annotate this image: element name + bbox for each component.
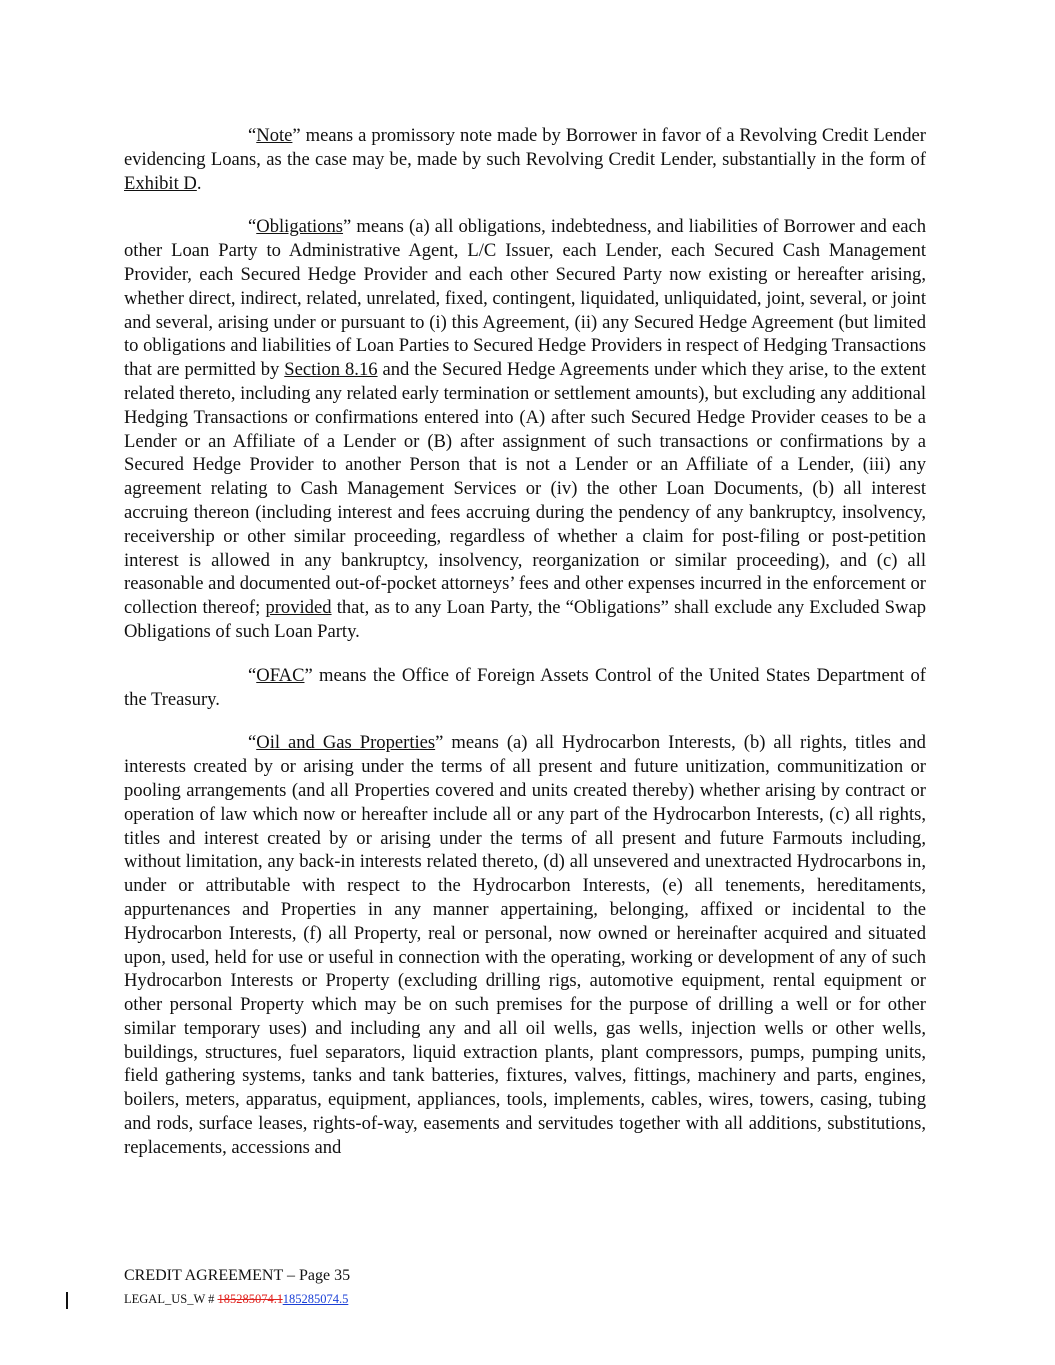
document-id [124,1290,824,1308]
document-id-prefix: LEGAL_US_W # [124,1292,218,1306]
cross-reference: Exhibit D [124,172,197,194]
definition-oil-and-gas-properties: “Oil and Gas Properties” means (a) all Hydrocarbon Interests, (b) all rights, titles and interests created by or arising under the terms of all present and future unitization, communitization or pooling arrangements (and all Properties covered and units created thereby) whether arising by contract or operation of law which now or hereafter include all or any part of the Hydrocarbon Interests, (c) all rights, titles and interest created by or arising under the terms of all present and future Farmouts including, without limitation, any back-in interests related thereto, (d) all unsevered and unextracted Hydrocarbons in, under or attributable with respect to the Hydrocarbon Interests, (e) all tenements, hereditaments, appurtenances and Properties in any manner appertaining, belonging, affixed or incidental to the Hydrocarbon Interests, (f) all Property, real or personal, now owned or hereinafter acquired and situated upon, used, held for use or useful in connection with the operating, working or development of any of such Hydrocarbon Interests or Property (excluding drilling rigs, automotive equipment, rental equipment or other personal Property which may be on such premises for the purpose of drilling a well or for other similar temporary uses) and including any and all oil wells, gas wells, injection wells or other wells, buildings, structures, fuel separators, liquid extraction plants, plant compressors, pumps, pumping units, field gathering systems, tanks and tank batteries, fixtures, valves, fittings, machinery and parts, engines, boilers, meters, apparatus, equipment, appliances, tools, implements, cables, wires, towers, casing, tubing and rods, surface leases, rights-of-way, easements and servitudes together with all additions, substitutions, replacements, accessions and [124,732,926,1158]
defined-term: Obligations [256,216,344,238]
definition-ofac: “OFAC” means the Office of Foreign Assets Control of the United States Department of the Treasury. [124,664,926,710]
defined-term: Oil and Gas Properties [256,732,436,754]
defined-term: Note [256,125,293,146]
footer-title: CREDIT AGREEMENT – Page 35 [124,1267,351,1284]
definition-note: “Note” means a promissory note made by Borrower in favor of a Revolving Credit Lender evidencing Loans, as the case may be, made by such Revolving Credit Lender, substantially in the form of Exhibit D. [124,125,926,194]
document-id-inserted: 185285074.5 [282,1292,349,1306]
definition-obligations: “Obligations” means (a) all obligations, indebtedness, and liabilities of Borrower and each other Loan Party to Administrative Agent, L/C Issuer, each Lender, each Secured Cash Management Provider, each Secured Hedge Provider and each other Secured Party now existing or hereafter arising, whether direct, indirect, related, unrelated, fixed, contingent, liquidated, unliquidated, joint, several, or joint and several, arising under or pursuant to (i) this Agreement, (ii) any Secured Hedge Agreement (but limited to obligations and liabilities of Loan Parties to Secured Hedge Providers in respect of Hedging Transactions that are permitted by Section 8.16 and the Secured Hedge Agreements under which they arise, to the extent related thereto, including any related early termination or settlement amounts), but excluding any additional Hedging Transactions or confirmations entered into (A) after such Secured Hedge Provider ceases to be a Lender or an Affiliate of a Lender or (B) after assignment of such transactions or confirmations by a Secured Hedge Provider to another Person that is not a Lender or an Affiliate of a Lender, (iii) any agreement relating to Cash Management Services or (iv) the other Loan Documents, (b) all interest accruing thereon (including interest and fees accruing during the pendency of any bankruptcy, insolvency, receivership or other similar proceeding, regardless of whether a claim for post-filing or post-petition interest is allowed in any bankruptcy, insolvency, reorganization or similar proceeding), and (c) all reasonable and documented out-of-pocket attorneys’ fees and other expenses incurred in the enforcement or collection thereof; provided that, as to any Loan Party, the “Obligations” shall exclude any Excluded Swap Obligations of such Loan Party. [124,216,926,642]
cross-reference: provided [265,597,332,619]
document-id-deleted: 185285074.1 [217,1292,283,1306]
document-body [124,124,926,1180]
cross-reference: Section 8.16 [284,359,378,381]
revision-change-bar [66,1292,68,1309]
defined-term: OFAC [256,664,305,686]
page-footer [124,1266,824,1308]
